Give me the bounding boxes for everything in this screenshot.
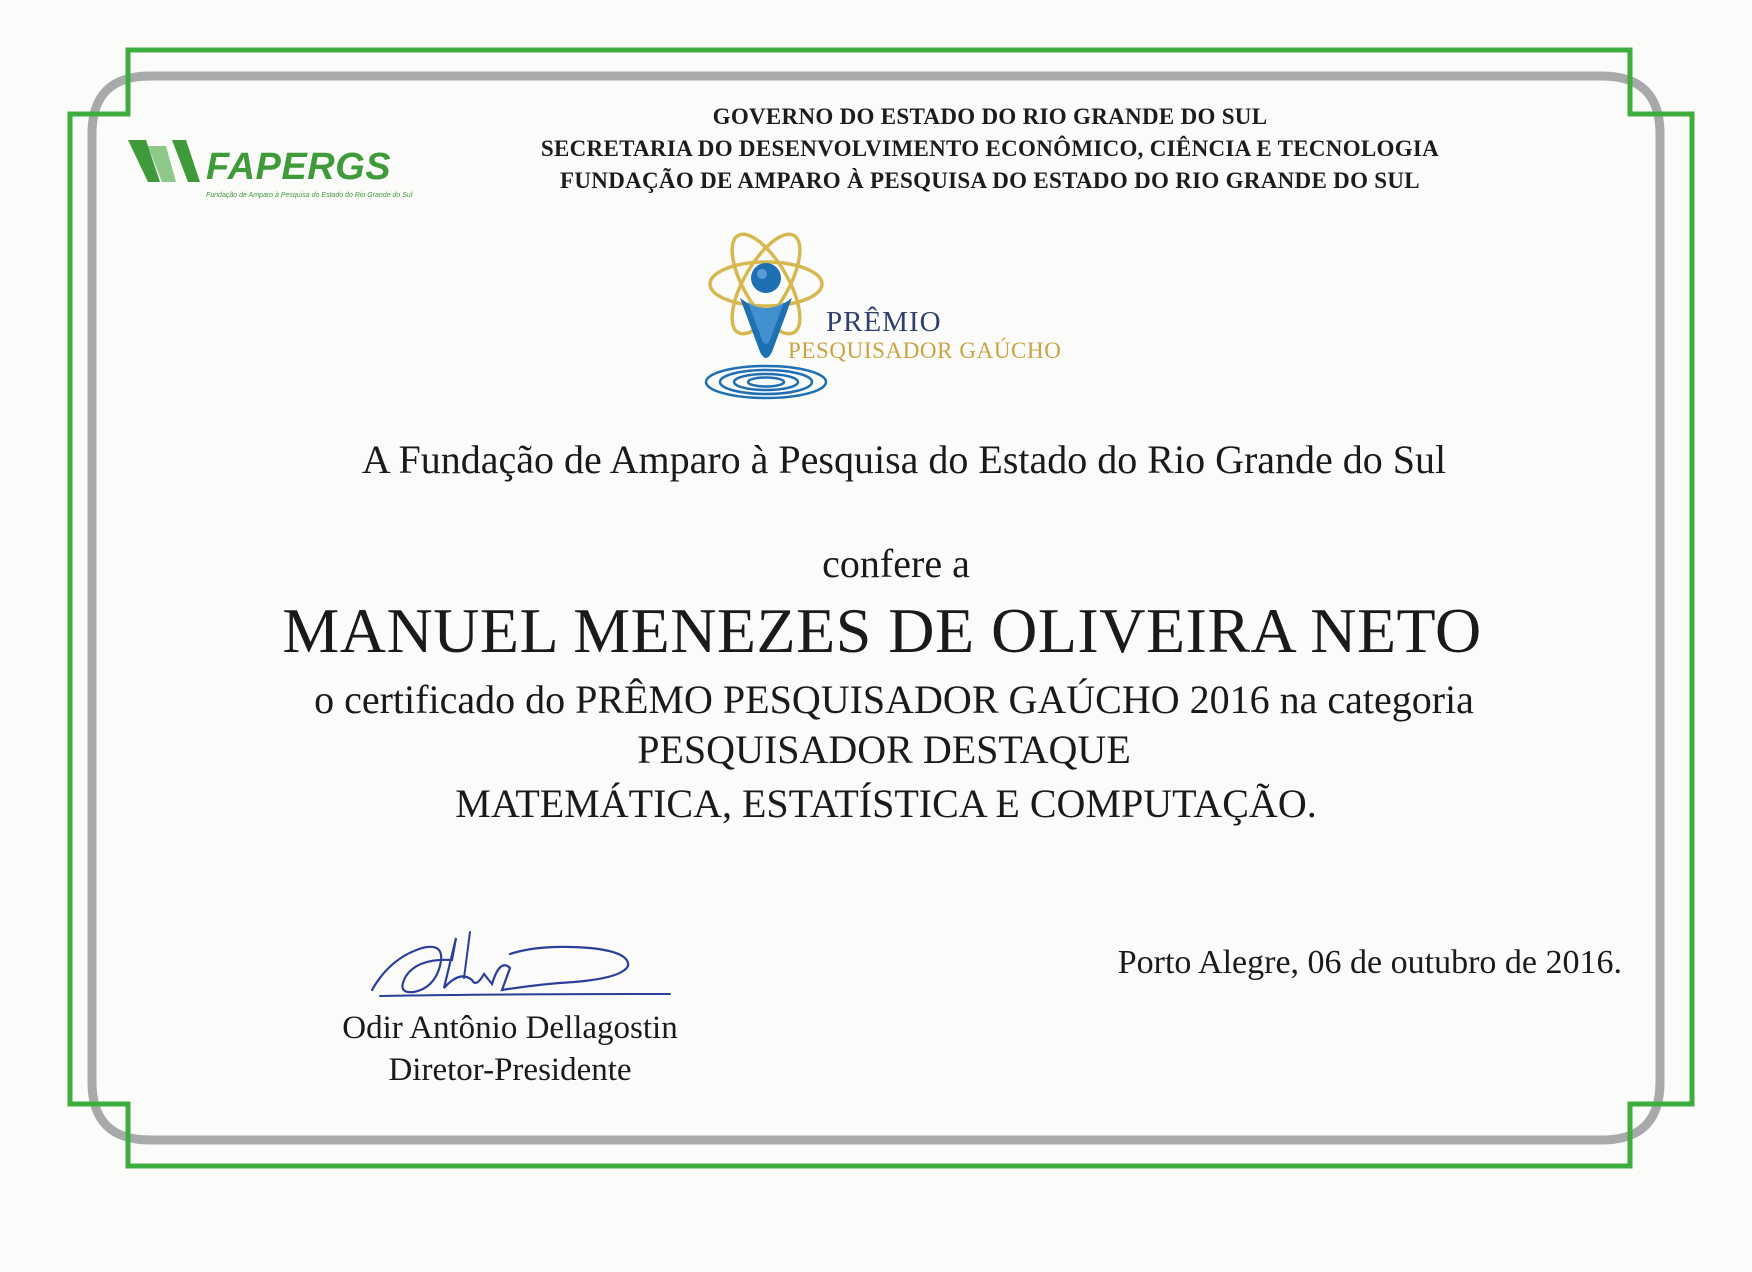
header-secretariat: SECRETARIA DO DESENVOLVIMENTO ECONÔMICO, CIÊNCIA E TECNOLOGIA — [540, 136, 1440, 161]
signatory-role: Diretor-Presidente — [388, 1052, 632, 1088]
place-date: Porto Alegre, 06 de outubro de 2016. — [1117, 944, 1622, 981]
award-title-pesquisador: PESQUISADOR GAÚCHO — [788, 338, 1062, 363]
certificate-confers: confere a — [822, 541, 970, 586]
award-category: PESQUISADOR DESTAQUE — [637, 727, 1131, 772]
award-atom-icon — [700, 222, 840, 408]
award-field: MATEMÁTICA, ESTATÍSTICA E COMPUTAÇÃO. — [455, 781, 1317, 826]
award-statement: o certificado do PRÊMO PESQUISADOR GAÚCHO 2016 na categoria — [314, 677, 1474, 722]
recipient-name: MANUEL MENEZES DE OLIVEIRA NETO — [282, 595, 1482, 666]
fapergs-wordmark: FAPERGS — [206, 146, 392, 188]
signatory-name: Odir Antônio Dellagostin — [342, 1010, 678, 1046]
award-title-premio: PRÊMIO — [826, 306, 942, 338]
signature-icon — [360, 918, 680, 1008]
certificate-intro: A Fundação de Amparo à Pesquisa do Estado do Rio Grande do Sul — [361, 437, 1447, 482]
header-government: GOVERNO DO ESTADO DO RIO GRANDE DO SUL — [712, 104, 1268, 129]
fapergs-tagline: Fundação de Amparo à Pesquisa do Estado do Rio Grande do Sul — [206, 192, 413, 199]
fapergs-logo-icon — [126, 138, 202, 188]
header-foundation: FUNDAÇÃO DE AMPARO À PESQUISA DO ESTADO DO RIO GRANDE DO SUL — [560, 168, 1420, 193]
